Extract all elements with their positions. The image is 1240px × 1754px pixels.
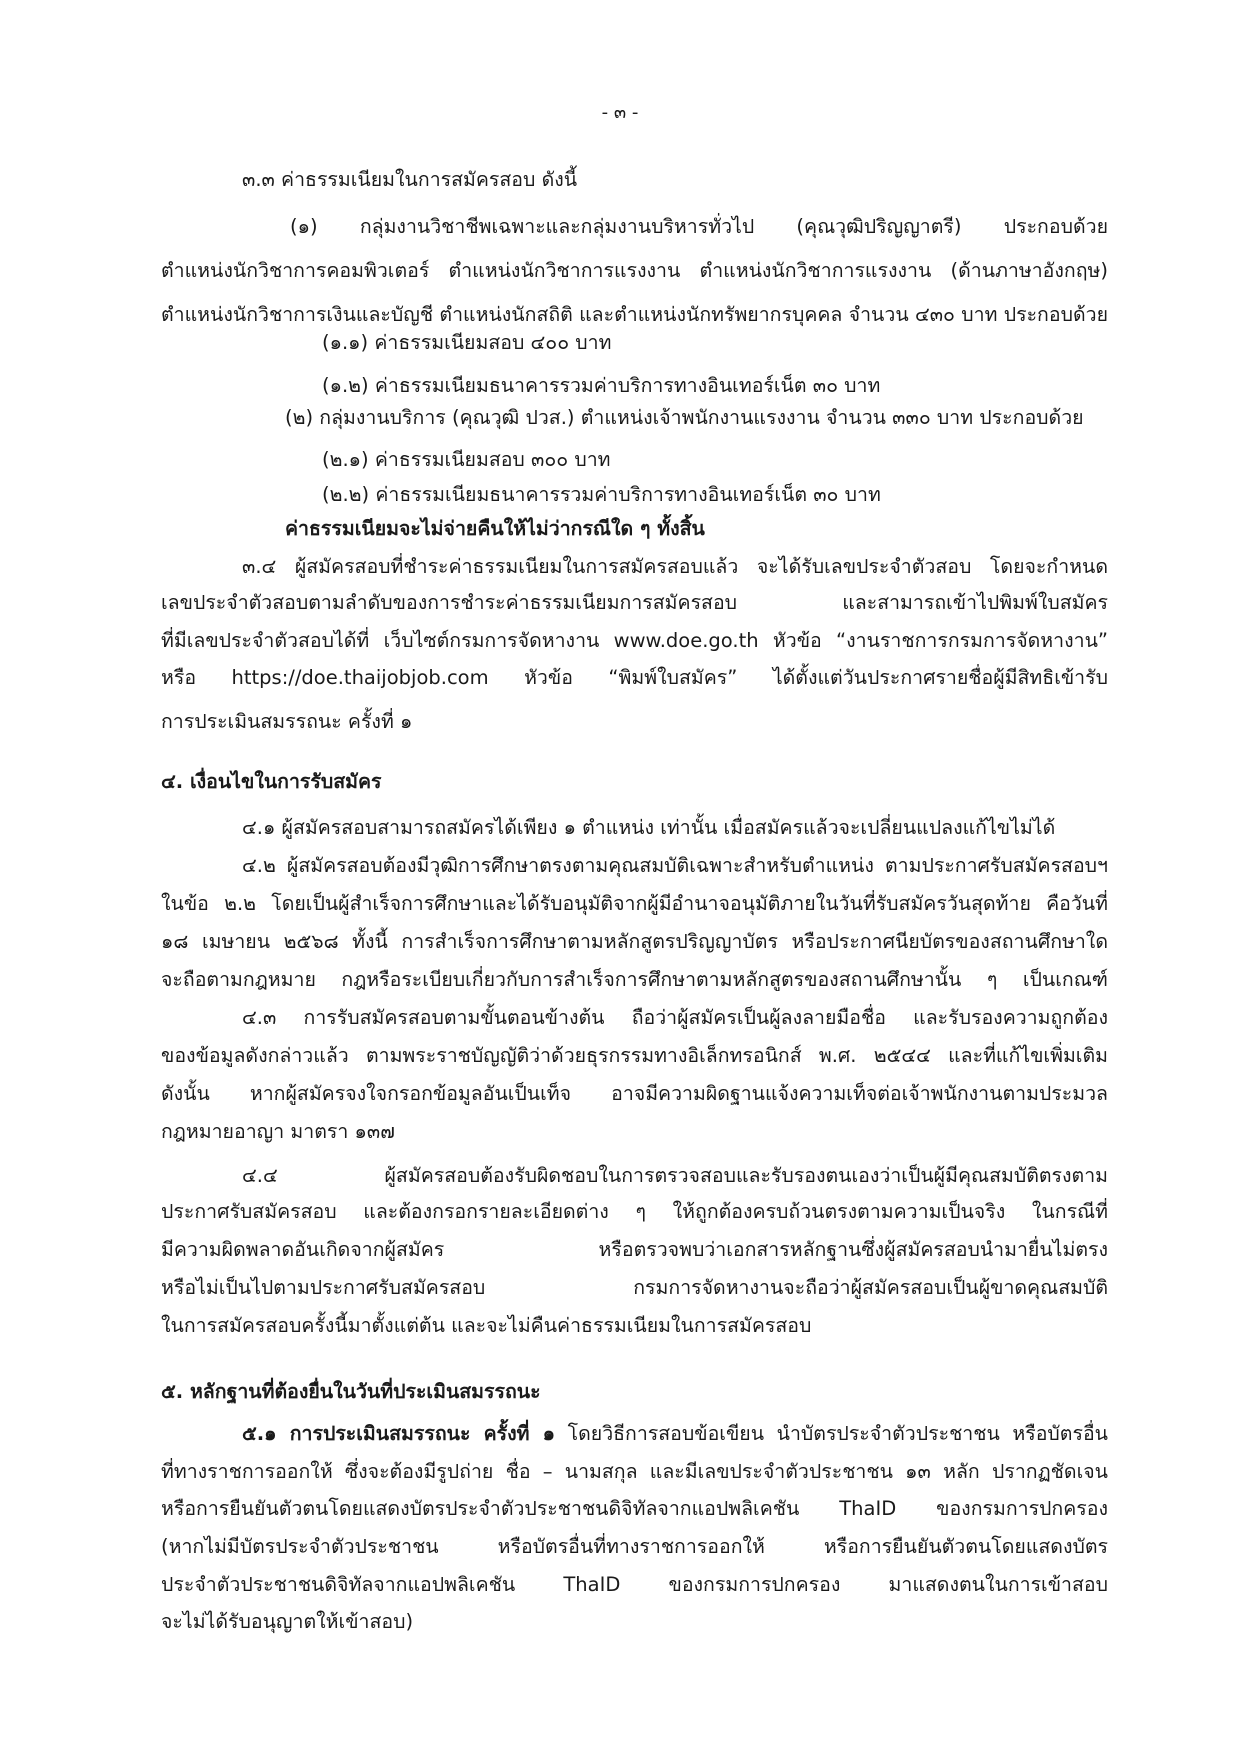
condition-4-2-line-3: ๑๘ เมษายน ๒๕๖๘ ทั้งนี้ การสำเร็จการศึกษาตามหลักสูตรปริญญาบัตร หรือประกาศนียบัตรของสถานศึกษาใด bbox=[161, 930, 1108, 953]
fee-item-2-2: (๒.๒) ค่าธรรมเนียมธนาคารรวมค่าบริการทางอินเทอร์เน็ต ๓๐ บาท bbox=[322, 483, 881, 506]
section-3-4-line-4: หรือ https://doe.thaijobjob.com หัวข้อ “พิมพ์ใบสมัคร” ได้ตั้งแต่วันประกาศรายชื่อผู้มีสิทธิเข้ารับ bbox=[161, 666, 1108, 689]
fee-group-1-line-3: ตำแหน่งนักวิชาการเงินและบัญชี ตำแหน่งนักสถิติ และตำแหน่งนักทรัพยากรบุคคล จำนวน ๔๓๐ บาท ประกอบด้วย bbox=[161, 303, 1108, 326]
condition-4-3-line-3: ดังนั้น หากผู้สมัครจงใจกรอกข้อมูลอันเป็นเท็จ อาจมีความผิดฐานแจ้งความเท็จต่อเจ้าพนักงานตามประมวล bbox=[161, 1082, 1108, 1105]
evidence-5-1-line-4: (หากไม่มีบัตรประจำตัวประชาชน หรือบัตรอื่นที่ทางราชการออกให้ หรือการยืนยันตัวตนโดยแสดงบัตร bbox=[161, 1535, 1108, 1558]
fee-group-1-line-2: ตำแหน่งนักวิชาการคอมพิวเตอร์ ตำแหน่งนักวิชาการแรงงาน ตำแหน่งนักวิชาการแรงงาน (ด้านภาษาอังกฤษ) bbox=[161, 259, 1108, 282]
section-3-4-line-3: ที่มีเลขประจำตัวสอบได้ที่ เว็บไซต์กรมการจัดหางาน www.doe.go.th หัวข้อ “งานราชการกรมการจัดหางาน” bbox=[161, 629, 1108, 652]
evidence-5-1-line-2: ที่ทางราชการออกให้ ซึ่งจะต้องมีรูปถ่าย ชื่อ – นามสกุล และมีเลขประจำตัวประชาชน ๑๓ หลัก ปรากฏชัดเจน bbox=[161, 1460, 1108, 1483]
condition-4-4-line-2: ประกาศรับสมัครสอบ และต้องกรอกรายละเอียดต่าง ๆ ให้ถูกต้องครบถ้วนตรงตามความเป็นจริง ในกรณีที่ bbox=[161, 1200, 1108, 1223]
fee-group-2-line-1: (๒) กลุ่มงานบริการ (คุณวุฒิ ปวส.) ตำแหน่งเจ้าพนักงานแรงงาน จำนวน ๓๓๐ บาท ประกอบด้วย bbox=[285, 406, 1084, 429]
condition-4-4-line-5: ในการสมัครสอบครั้งนี้มาตั้งแต่ต้น และจะไม่คืนค่าธรรมเนียมในการสมัครสอบ bbox=[161, 1314, 812, 1337]
page-number: - ๓ - bbox=[601, 102, 639, 123]
condition-4-3-line-2: ของข้อมูลดังกล่าวแล้ว ตามพระราชบัญญัติว่าด้วยธุรกรรมทางอิเล็กทรอนิกส์ พ.ศ. ๒๕๔๔ และที่แก้ไขเพิ่มเติม bbox=[161, 1044, 1108, 1067]
evidence-5-1-line-6: จะไม่ได้รับอนุญาตให้เข้าสอบ) bbox=[161, 1610, 414, 1633]
condition-4-4-line-3: มีความผิดพลาดอันเกิดจากผู้สมัคร หรือตรวจพบว่าเอกสารหลักฐานซึ่งผู้สมัครสอบนำมายื่นไม่ตรง bbox=[161, 1238, 1108, 1261]
evidence-5-1-line-3: หรือการยืนยันตัวตนโดยแสดงบัตรประจำตัวประชาชนดิจิทัลจากแอปพลิเคชัน ThaID ของกรมการปกครอง bbox=[161, 1497, 1108, 1520]
evidence-5-1-line-5: ประจำตัวประชาชนดิจิทัลจากแอปพลิเคชัน ThaID ของกรมการปกครอง มาแสดงตนในการเข้าสอบ bbox=[161, 1573, 1108, 1596]
fee-item-1-2: (๑.๒) ค่าธรรมเนียมธนาคารรวมค่าบริการทางอินเทอร์เน็ต ๓๐ บาท bbox=[322, 374, 881, 397]
condition-4-3-line-1: ๔.๓ การรับสมัครสอบตามขั้นตอนข้างต้น ถือว่าผู้สมัครเป็นผู้ลงลายมือชื่อ และรับรองความถูกต้อง bbox=[242, 1006, 1108, 1029]
evidence-5-1-line-1-text: โดยวิธีการสอบข้อเขียน นำบัตรประจำตัวประชาชน หรือบัตรอื่น bbox=[555, 1422, 1108, 1445]
condition-4-2-line-1: ๔.๒ ผู้สมัครสอบต้องมีวุฒิการศึกษาตรงตามคุณสมบัติเฉพาะสำหรับตำแหน่ง ตามประกาศรับสมัครสอบฯ bbox=[242, 854, 1108, 877]
no-refund-notice: ค่าธรรมเนียมจะไม่จ่ายคืนให้ไม่ว่ากรณีใด ๆ ทั้งสิ้น bbox=[285, 517, 705, 540]
evidence-5-1-line-1 bbox=[242, 1420, 1108, 1448]
evidence-5-1-label: ๕.๑ การประเมินสมรรถนะ ครั้งที่ ๑ bbox=[242, 1422, 556, 1445]
condition-4-2-line-2: ในข้อ ๒.๒ โดยเป็นผู้สำเร็จการศึกษาและได้รับอนุมัติจากผู้มีอำนาจอนุมัติภายในวันที่รับสมัครวันสุดท้าย คือวันที่ bbox=[161, 892, 1108, 915]
fee-group-1-line-1: (๑) กลุ่มงานวิชาชีพเฉพาะและกลุ่มงานบริหารทั่วไป (คุณวุฒิปริญญาตรี) ประกอบด้วย bbox=[290, 215, 1108, 238]
section-5-heading: ๕. หลักฐานที่ต้องยื่นในวันที่ประเมินสมรรถนะ bbox=[161, 1380, 541, 1403]
section-3-4-line-2: เลขประจำตัวสอบตามลำดับของการชำระค่าธรรมเนียมการสมัครสอบ และสามารถเข้าไปพิมพ์ใบสมัคร bbox=[161, 591, 1108, 614]
condition-4-3-line-4: กฎหมายอาญา มาตรา ๑๓๗ bbox=[161, 1120, 395, 1143]
condition-4-4-line-1: ๔.๔ ผู้สมัครสอบต้องรับผิดชอบในการตรวจสอบและรับรองตนเองว่าเป็นผู้มีคุณสมบัติตรงตาม bbox=[242, 1164, 1108, 1187]
fee-item-1-1: (๑.๑) ค่าธรรมเนียมสอบ ๔๐๐ บาท bbox=[322, 331, 612, 354]
condition-4-4-line-4: หรือไม่เป็นไปตามประกาศรับสมัครสอบ กรมการจัดหางานจะถือว่าผู้สมัครสอบเป็นผู้ขาดคุณสมบัติ bbox=[161, 1276, 1108, 1299]
section-4-heading: ๔. เงื่อนไขในการรับสมัคร bbox=[161, 770, 382, 793]
fee-item-2-1: (๒.๑) ค่าธรรมเนียมสอบ ๓๐๐ บาท bbox=[322, 448, 611, 471]
section-3-4-line-5: การประเมินสมรรถนะ ครั้งที่ ๑ bbox=[161, 710, 413, 733]
condition-4-2-line-4: จะถือตามกฎหมาย กฎหรือระเบียบเกี่ยวกับการสำเร็จการศึกษาตามหลักสูตรของสถานศึกษานั้น ๆ เป็นเกณฑ์ bbox=[161, 968, 1108, 991]
condition-4-1: ๔.๑ ผู้สมัครสอบสามารถสมัครได้เพียง ๑ ตำแหน่ง เท่านั้น เมื่อสมัครแล้วจะเปลี่ยนแปลงแก้ไขไม่ได้ bbox=[242, 816, 1056, 839]
section-3-3-title: ๓.๓ ค่าธรรมเนียมในการสมัครสอบ ดังนี้ bbox=[242, 168, 578, 191]
section-3-4-line-1: ๓.๔ ผู้สมัครสอบที่ชำระค่าธรรมเนียมในการสมัครสอบแล้ว จะได้รับเลขประจำตัวสอบ โดยจะกำหนด bbox=[242, 555, 1108, 578]
